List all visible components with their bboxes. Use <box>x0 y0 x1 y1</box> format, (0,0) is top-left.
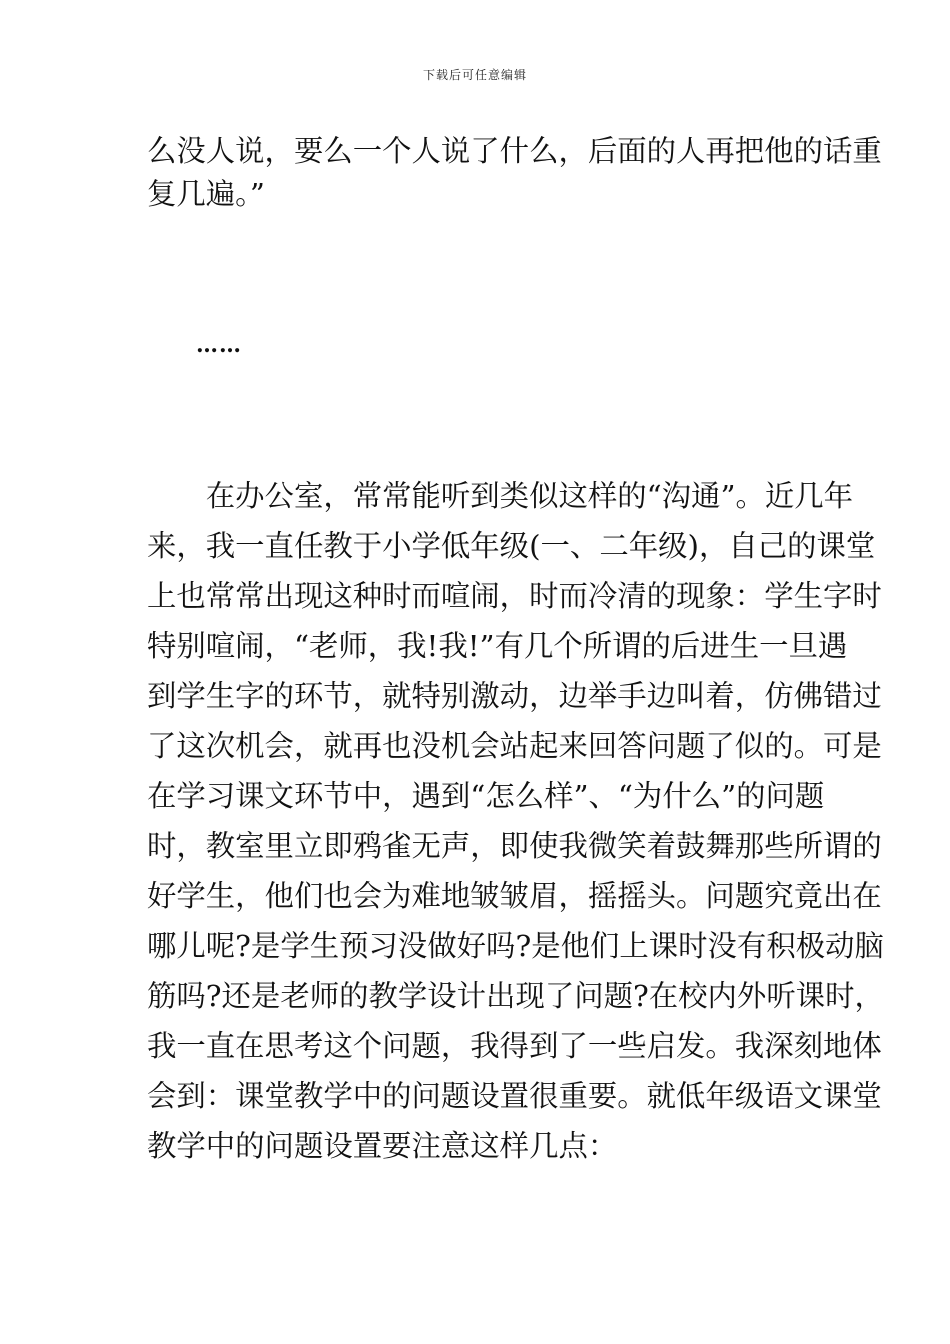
ellipsis-separator: …… <box>196 332 242 358</box>
text-line: 来，我一直任教于小学低年级(一、二年级)，自己的课堂 <box>147 529 876 563</box>
text-line: 到学生字的环节，就特别激动，边举手边叫着，仿佛错过 <box>147 679 882 713</box>
text-line: 筋吗?还是老师的教学设计出现了问题?在校内外听课时， <box>147 979 884 1013</box>
text-line: 教学中的问题设置要注意这样几点： <box>147 1129 618 1163</box>
text-line: 复几遍。” <box>147 177 265 211</box>
text-line: 在学习课文环节中，遇到“怎么样”、“为什么”的问题 <box>147 779 825 813</box>
text-line: 哪儿呢?是学生预习没做好吗?是他们上课时没有积极动脑 <box>147 929 884 963</box>
text-line: 好学生，他们也会为难地皱皱眉，摇摇头。问题究竟出在 <box>147 879 882 913</box>
text-line: 会到：课堂教学中的问题设置很重要。就低年级语文课堂 <box>147 1079 882 1113</box>
text-line: 在办公室，常常能听到类似这样的“沟通”。近几年 <box>147 479 854 513</box>
text-line: 上也常常出现这种时而喧闹，时而冷清的现象：学生字时 <box>147 579 882 613</box>
text-line: 了这次机会，就再也没机会站起来回答问题了似的。可是 <box>147 729 882 763</box>
page-header-note: 下载后可任意编辑 <box>422 68 527 82</box>
text-line: 特别喧闹，“老师，我!我!”有几个所谓的后进生一旦遇 <box>147 629 848 663</box>
text-line: 么没人说，要么一个人说了什么，后面的人再把他的话重 <box>147 134 882 168</box>
text-line: 时，教室里立即鸦雀无声，即使我微笑着鼓舞那些所谓的 <box>147 829 882 863</box>
text-line: 我一直在思考这个问题，我得到了一些启发。我深刻地体 <box>147 1029 882 1063</box>
